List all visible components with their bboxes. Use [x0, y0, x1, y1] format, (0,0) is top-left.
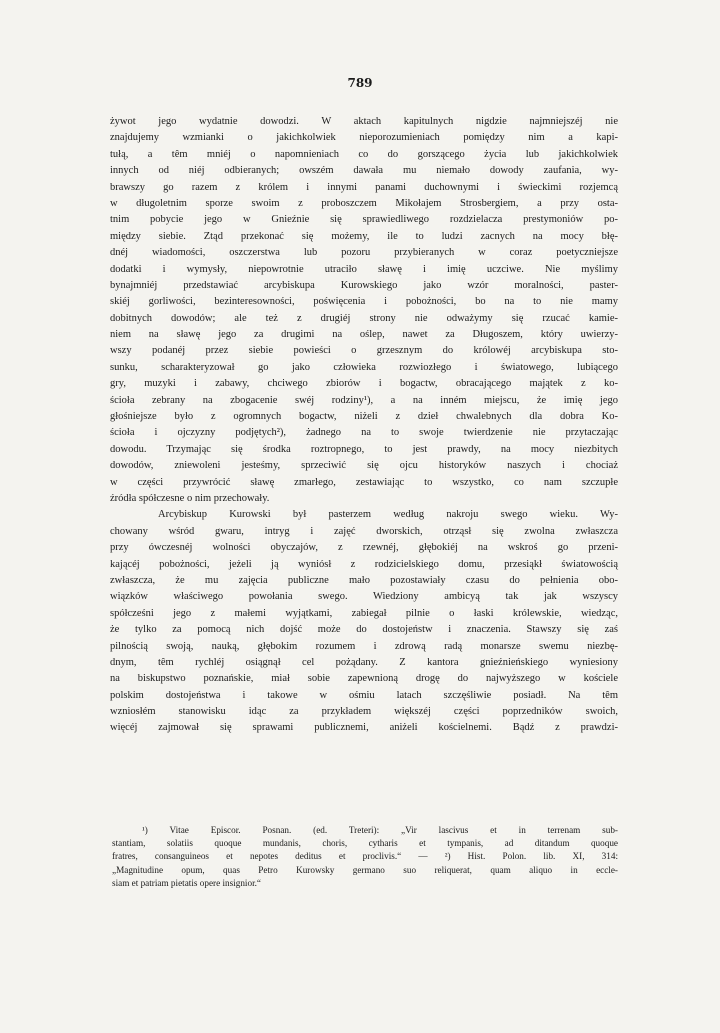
text-line: w długoletnim sporze swoim z proboszczem Mikołajem Strosbergiem, a przy osta-	[110, 197, 618, 209]
text-line: pilnością swoją, nauką, głębokim rozumem i zdrową radą monarsze swemu niezbę-	[110, 640, 618, 652]
text-line: bynajmniéj przedstawiać arcybiskupa Kurowskiego jako wzór moralności, paster-	[110, 279, 618, 291]
footnote-line: stantiam, solatiis quoque mundanis, choris, cytharis et tympanis, ad ditandum quoque	[112, 838, 618, 849]
main-text	[110, 114, 618, 737]
text-line: ścioła zebrany na zbogacenie swéj rodziny¹), a na inném miejscu, że imię jego	[110, 394, 618, 406]
footnote-line: „Magnitudine opum, quas Petro Kurowsky germano suo reliquerat, quam aliquo in eccle-	[112, 864, 618, 875]
text-line: brawszy go razem z królem i innymi panami duchownymi i świeckimi rozjemcą	[110, 181, 618, 193]
footnote-line: ¹) Vitae Episcor. Posnan. (ed. Treteri): „Vir lascivus et in terrenam sub-	[142, 825, 618, 835]
text-line: dowodów, zniewoleni jesteśmy, sprzeciwić się ojcu historyków naszych i chociaż	[110, 460, 618, 472]
text-line: dnéj wiadomości, oszczerstwa lub pozoru przybieranych w coraz poetyczniejsze	[110, 247, 618, 259]
text-line: więcéj zajmował się sprawami publicznemi, aniżeli kościelnemi. Bądź z prawdzi-	[110, 722, 618, 734]
footnotes	[112, 824, 618, 890]
text-line: tułą, a têm mniéj o napomnieniach co do gorszącego życia lub jakichkolwiek	[110, 148, 618, 160]
text-line: sunku, scharakteryzował go jako człowieka rozwiozłego i światowego, lubiącego	[110, 361, 618, 373]
text-line: gry, muzyki i zabawy, chciwego zbiorów i bogactw, obracającego majątek z ko-	[110, 378, 618, 390]
text-line: wszy podanéj przez siebie powieści o grzesznym do królowéj arcybiskupa sto-	[110, 345, 618, 357]
text-line: ścioła i ojczyzny podjętych²), żadnego na to swoje twierdzenie nie przytaczając	[110, 427, 618, 439]
text-line: wiązków właściwego powołania swego. Wiedziony ambicyą tak jak wszyscy	[110, 591, 618, 603]
text-line: dodatki i wymysły, niepowrotnie utraciło sławę i imię uczciwe. Nie myślimy	[110, 263, 618, 275]
text-line: między siebie. Ztąd przekonać się możemy, ile to ludzi zacnych na mocy błę-	[110, 230, 618, 242]
text-line: skiéj gorliwości, bezinteresowności, poświęcenia i pobożności, bo na to nie mamy	[110, 296, 618, 308]
text-line: wzniosłém stanowisku idąc za przykładem większéj części poprzedników swoich,	[110, 706, 618, 718]
text-line: chowany wśród gwaru, intryg i zajęć dworskich, otrząsł się zwolna zwłaszcza	[110, 525, 618, 537]
text-line: dobitnych dowodów; ale też z drugiéj strony nie odważymy się rzucać kamie-	[110, 312, 618, 324]
text-line: znajdujemy wzmianki o jakichkolwiek nieporozumieniach pomiędzy nim a kapi-	[110, 132, 618, 144]
footnote-line: fratres, consanguineos et nepotes deditus et proclivis.“ — ²) Hist. Polon. lib. XI, 314:	[112, 851, 618, 862]
text-line: na biskupstwo poznańskie, miał sobie zapewnioną drogę do najwyższego w kościele	[110, 673, 618, 685]
text-line: polskim dostojeństwa i takowe w ośmiu latach szczęśliwie posiadł. Na têm	[110, 689, 618, 701]
text-line: przy ówczesnéj wolności obyczajów, z rzewnéj, głębokiéj na wskroś go przeni-	[110, 542, 618, 554]
footnote-line: siam et patriam pietatis opere insignior.“	[112, 877, 262, 888]
text-line: że tylko za pomocą nich dojść może do dostojeństw i znaczenia. Stawszy się zaś	[110, 624, 618, 636]
page-number: 789	[347, 76, 373, 90]
paragraph-end-line: źródła spółczesne o nim przechowały.	[110, 492, 270, 504]
text-line: zwłaszcza, że mu zajęcia publiczne mało pozostawiały czasu do pełnienia obo-	[110, 574, 618, 586]
text-line: dnym, têm rychléj osiągnął cel pożądany. Z kantora gnieźnieńskiego wyniesiony	[110, 656, 618, 668]
text-line: dowodu. Trzymając się środka roztropnego, to jest prawdy, na mocy niezbitych	[110, 443, 618, 455]
text-line: niem na sławę jego za drugimi na oślep, nawet za Długoszem, który uwierzy-	[110, 329, 618, 341]
text-line: głośniejsze było z ogromnych bogactw, niżeli z dzieł chwalebnych dla dobra Ko-	[110, 411, 618, 423]
text-line: tnim pobycie jego w Gnieźnie się sprawiedliwego rozdzielacza prestymoniów po-	[110, 214, 618, 226]
text-line: spółcześni jego z małemi wyjątkami, zabiegał pilnie o łaski królewskie, wiedząc,	[110, 607, 618, 619]
text-line: kającéj pobożności, jeżeli ją wyniósł z rodzicielskiego domu, przesiąkł światowością	[110, 558, 618, 570]
paragraph-start-line: Arcybiskup Kurowski był pasterzem według nakroju swego wieku. Wy-	[158, 509, 618, 521]
text-line: innych od niéj odbieranych; owszém dawała mu niemało dowody zaufania, wy-	[110, 165, 618, 177]
text-line: w części przywrócić sławę zmarłego, zestawiając to wszystko, co nam szczupłe	[110, 476, 618, 488]
text-line: żywot jego wydatnie dowodzi. W aktach kapitulnych nigdzie najmniejszéj nie	[110, 116, 618, 127]
